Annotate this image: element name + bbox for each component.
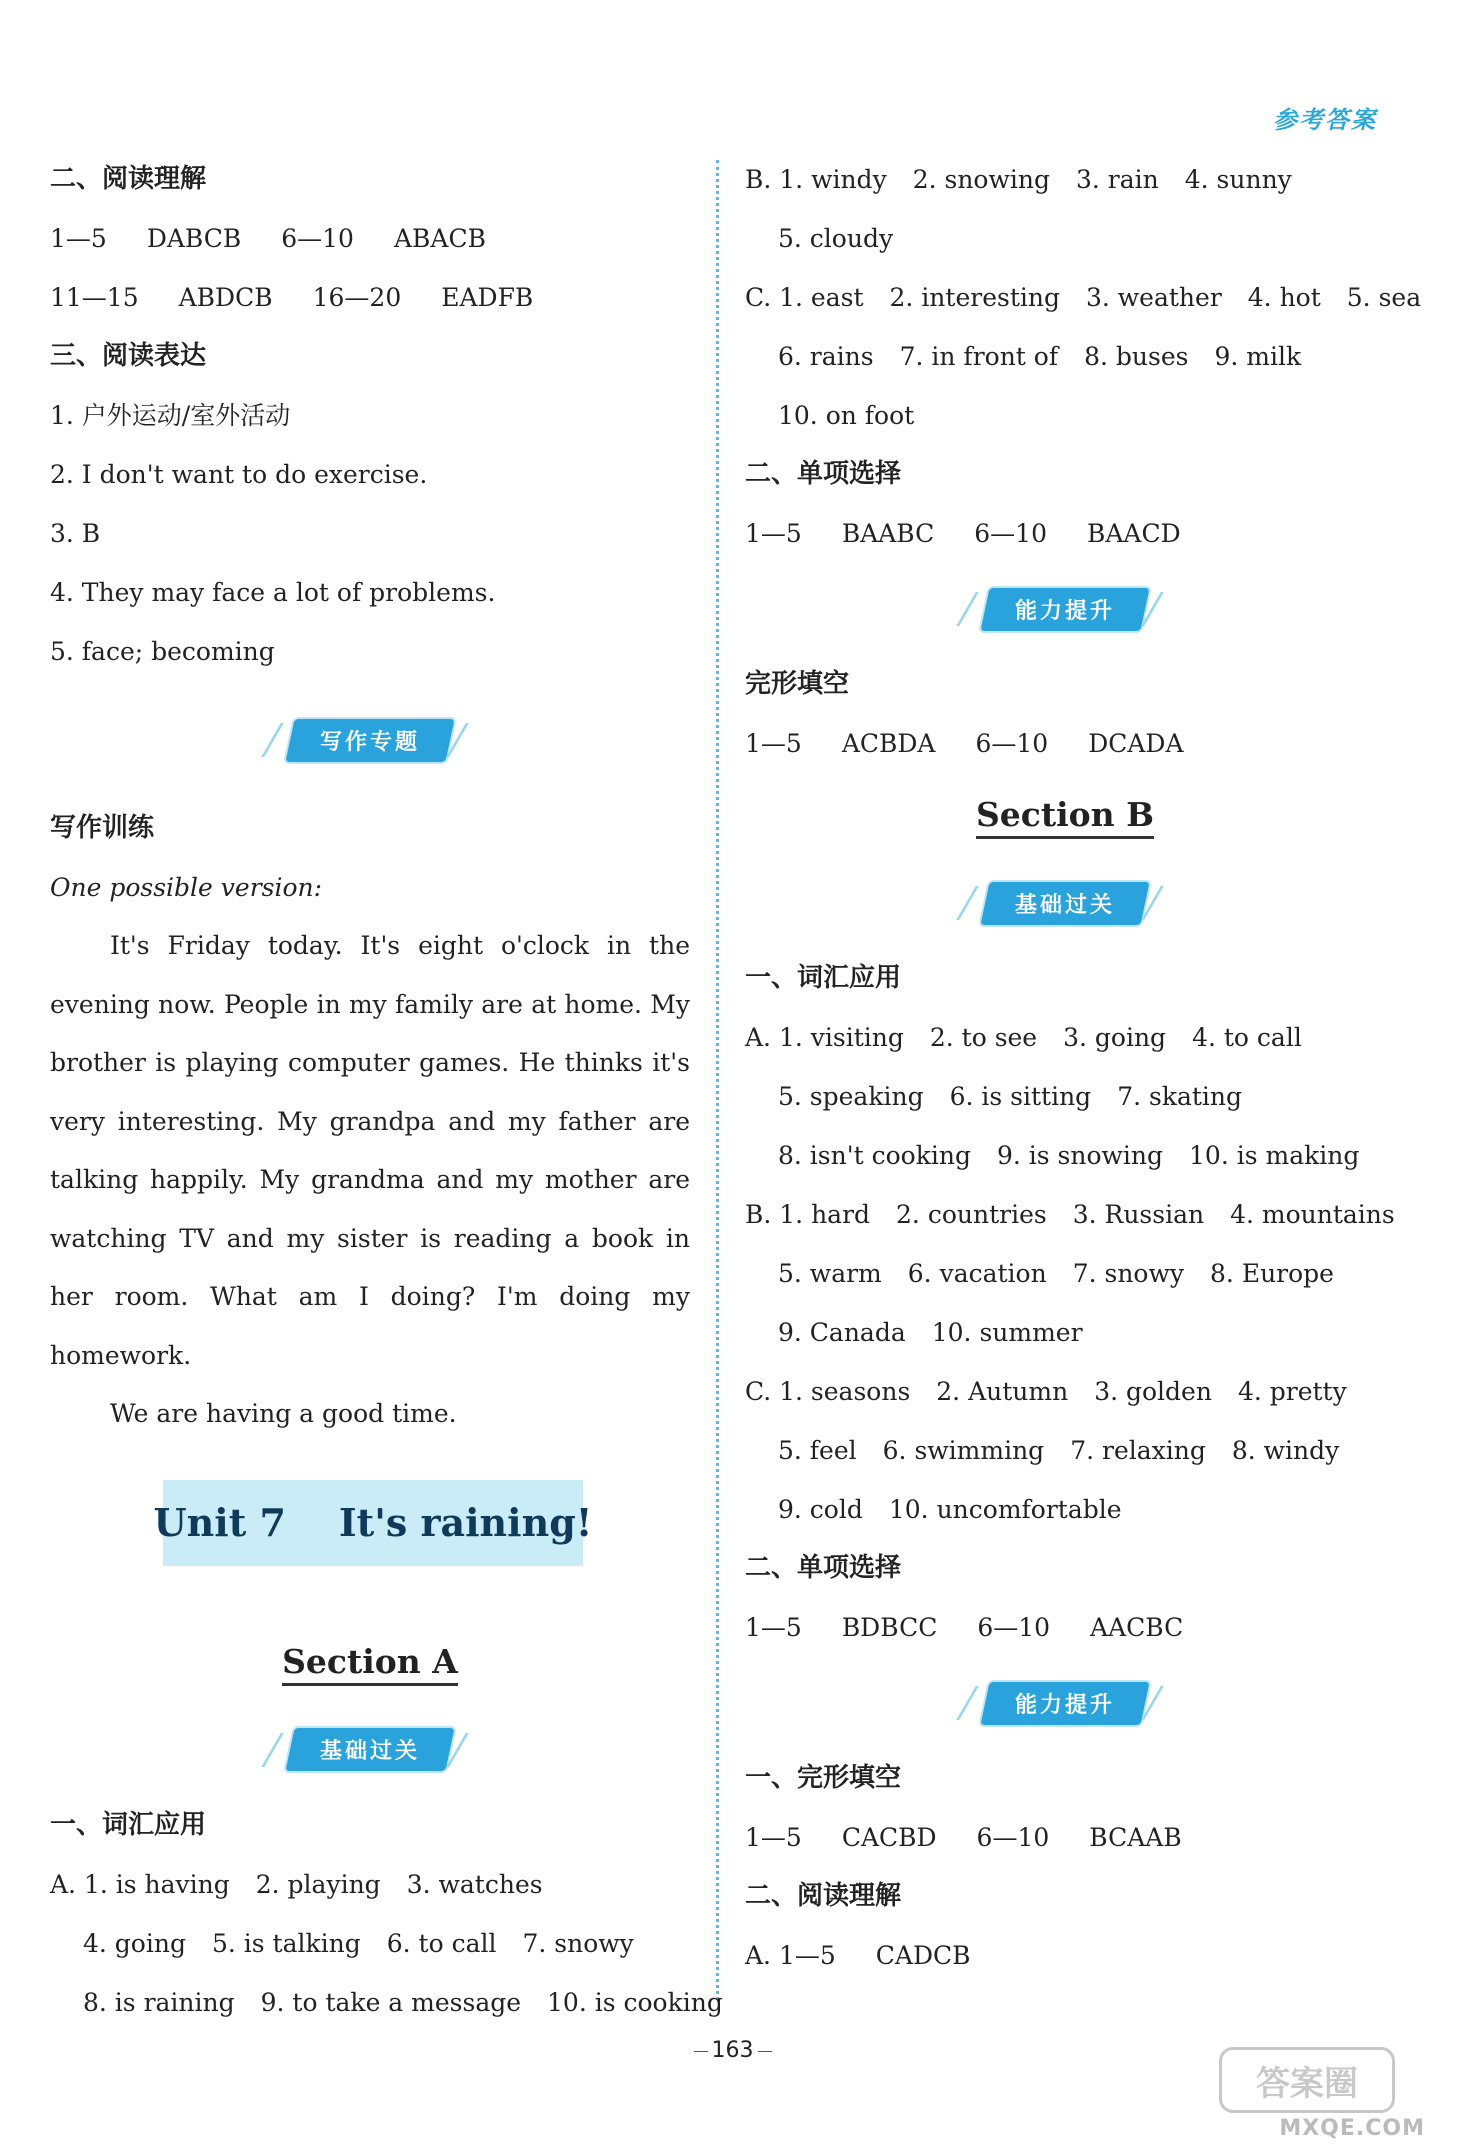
heading-choice: 二、单项选择 xyxy=(745,1553,902,1583)
essay-paragraph: It's Friday today. It's eight o'clock in the evening now. People in my family are at home. My brother is playing computer games. He thinks it's very interesting. My grandpa and my father are talking happily. My grandma and my mother are watching TV and my sister is reading a book in her room. What am I doing? I'm doing my homework. xyxy=(50,931,690,1370)
answer-row: 1—5 ACBDA 6—10 DCADA xyxy=(745,729,1184,758)
column-divider xyxy=(716,160,719,2000)
writing-banner: 写作专题 xyxy=(50,681,690,799)
vocab-row: 5. speaking 6. is sitting 7. skating xyxy=(778,1082,1243,1111)
heading-writing: 写作训练 xyxy=(50,813,155,843)
right-column xyxy=(745,150,1422,1985)
expression-answer: 1. 户外运动/室外活动 xyxy=(50,401,291,430)
expression-answer: 4. They may face a lot of problems. xyxy=(50,578,496,607)
unit-title: Unit 7 It's raining! xyxy=(163,1480,583,1566)
answer-row: 1—5 DABCB 6—10 ABACB xyxy=(50,224,486,253)
vocab-row: 8. isn't cooking 9. is snowing 10. is making xyxy=(778,1141,1360,1170)
heading-expression: 三、阅读表达 xyxy=(50,341,207,371)
heading-reading: 二、阅读理解 xyxy=(50,164,207,194)
vocab-row: 9. Canada 10. summer xyxy=(778,1318,1083,1347)
answer-row: 1—5 BAABC 6—10 BAACD xyxy=(745,519,1181,548)
heading-vocab: 一、词汇应用 xyxy=(745,963,902,993)
essay-paragraph: We are having a good time. xyxy=(110,1399,457,1428)
basic-banner: 基础过关 xyxy=(50,1704,690,1796)
answer-row: 1—5 CACBD 6—10 BCAAB xyxy=(745,1823,1182,1852)
vocab-row: 5. warm 6. vacation 7. snowy 8. Europe xyxy=(778,1259,1334,1288)
vocab-row: C. 1. east 2. interesting 3. weather 4. hot 5. sea xyxy=(745,283,1422,312)
expression-answer: 5. face; becoming xyxy=(50,637,275,666)
watermark-logo: 答案圈 xyxy=(1219,2047,1395,2113)
section-b-title: Section B xyxy=(745,773,1385,857)
vocab-row: A. 1. is having 2. playing 3. watches xyxy=(50,1869,543,1899)
vocab-row: C. 1. seasons 2. Autumn 3. golden 4. pretty xyxy=(745,1377,1347,1406)
heading-vocab: 一、词汇应用 xyxy=(50,1809,207,1840)
page-number: 163 xyxy=(0,2038,1465,2063)
answer-row: A. 1—5 CADCB xyxy=(745,1941,971,1970)
essay xyxy=(50,917,690,1444)
ability-banner: 能力提升 xyxy=(745,563,1385,655)
section-a-title: Section A xyxy=(50,1620,690,1704)
ability-banner: 能力提升 xyxy=(745,1657,1385,1749)
basic-banner: 基础过关 xyxy=(745,857,1385,949)
vocab-row: 5. feel 6. swimming 7. relaxing 8. windy xyxy=(778,1436,1340,1465)
vocab-row: B. 1. hard 2. countries 3. Russian 4. mountains xyxy=(745,1200,1395,1229)
answer-row: 11—15 ABDCB 16—20 EADFB xyxy=(50,283,534,312)
vocab-row: 10. on foot xyxy=(778,401,915,430)
vocab-row: 5. cloudy xyxy=(778,224,894,253)
version-label: One possible version: xyxy=(50,873,323,902)
vocab-row: B. 1. windy 2. snowing 3. rain 4. sunny xyxy=(745,165,1292,194)
answer-row: 1—5 BDBCC 6—10 AACBC xyxy=(745,1613,1184,1642)
heading-reading: 二、阅读理解 xyxy=(745,1881,902,1911)
watermark-url: MXQE.COM xyxy=(1279,2116,1425,2141)
vocab-row: 4. going 5. is talking 6. to call 7. snowy xyxy=(83,1928,634,1958)
heading-choice: 二、单项选择 xyxy=(745,459,902,489)
left-column xyxy=(50,150,723,2032)
vocab-row: 9. cold 10. uncomfortable xyxy=(778,1495,1122,1524)
vocab-row: 8. is raining 9. to take a message 10. is cooking xyxy=(83,1987,723,2017)
vocab-row: 6. rains 7. in front of 8. buses 9. milk xyxy=(778,342,1302,371)
heading-cloze: 完形填空 xyxy=(745,669,850,699)
expression-answer: 2. I don't want to do exercise. xyxy=(50,460,428,489)
page-header: 参考答案 xyxy=(1273,106,1377,134)
expression-answer: 3. B xyxy=(50,519,101,548)
heading-cloze: 一、完形填空 xyxy=(745,1763,902,1793)
vocab-row: A. 1. visiting 2. to see 3. going 4. to call xyxy=(745,1023,1302,1052)
